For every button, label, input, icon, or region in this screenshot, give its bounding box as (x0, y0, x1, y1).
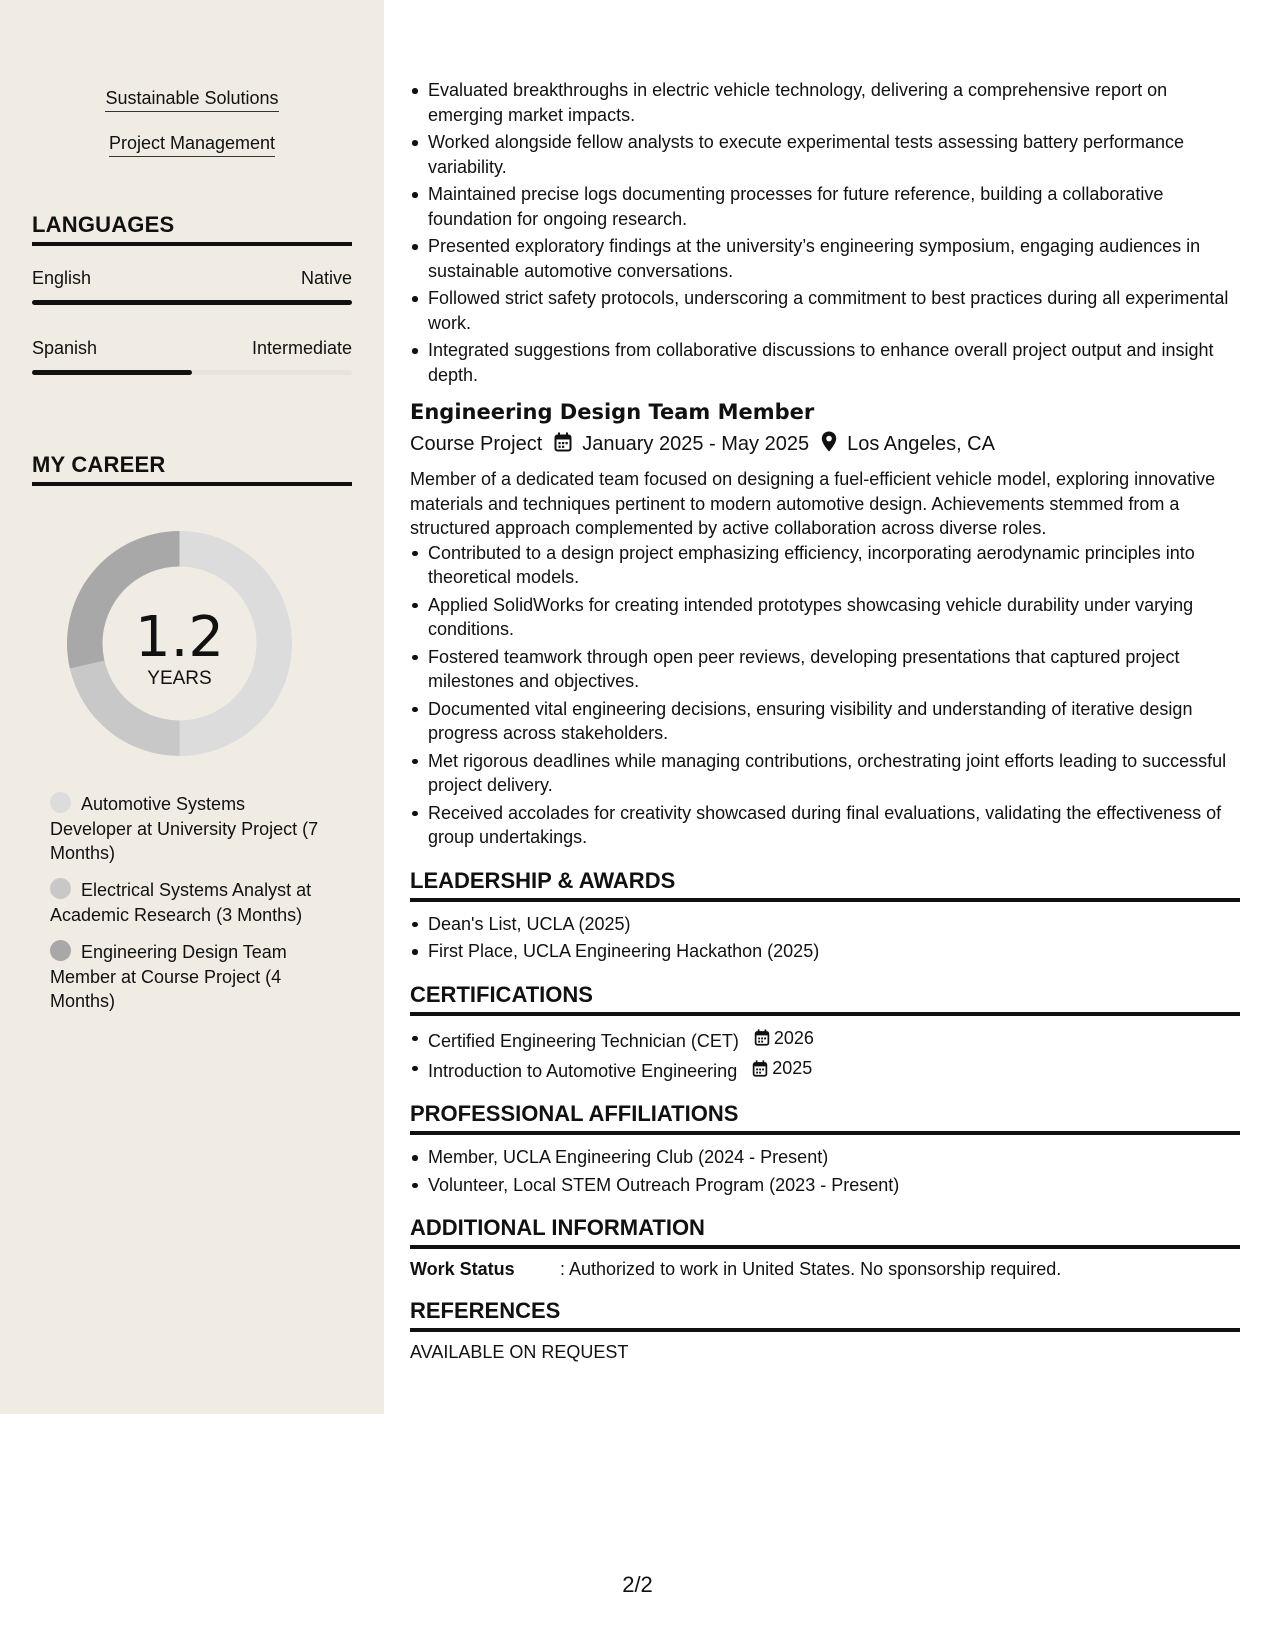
list-item: Received accolades for creativity showcased during final evaluations, validating the effectiveness of group undertakings. (410, 801, 1240, 850)
list-item: Maintained precise logs documenting processes for future reference, building a collaborative foundation for ongoing research. (410, 182, 1240, 231)
career-total-unit: YEARS (147, 668, 212, 689)
certifications-list (410, 1026, 1240, 1084)
sidebar (0, 0, 384, 1414)
main-content (410, 78, 1240, 1363)
job-org: Course Project (410, 433, 543, 455)
calendar-icon (752, 1060, 768, 1077)
calendar-icon (754, 1029, 770, 1046)
language-row (32, 268, 352, 289)
career-item: Engineering Design Team Member at Course Project (4 Months) (50, 942, 287, 1011)
affiliations-list (410, 1145, 1240, 1197)
references-text: AVAILABLE ON REQUEST (410, 1342, 629, 1362)
affiliations-heading: PROFESSIONAL AFFILIATIONS (410, 1101, 1240, 1135)
list-item: Evaluated breakthroughs in electric vehicle technology, delivering a comprehensive report on emerging market impacts. (410, 78, 1240, 127)
list-item: Presented exploratory findings at the university’s engineering symposium, engaging audiences in sustainable automotive conversations. (410, 234, 1240, 283)
list-item: Integrated suggestions from collaborative discussions to enhance overall project output and insight depth. (410, 338, 1240, 387)
career-item: Automotive Systems Developer at University Project (7 Months) (50, 794, 319, 863)
list-item: Fostered teamwork through open peer reviews, developing presentations that captured project milestones and objectives. (410, 645, 1240, 694)
job-description: Member of a dedicated team focused on designing a fuel-efficient vehicle model, exploring innovative materials and techniques pertinent to modern automotive design. Achievements stemmed from a structured approach complemented by active collaboration across diverse roles. (410, 469, 1216, 538)
skill-item: Project Management (0, 133, 384, 154)
language-row (32, 338, 352, 359)
languages-heading: LANGUAGES (32, 212, 352, 246)
list-item: Certified Engineering Technician (CET) 2026 (410, 1026, 1240, 1053)
list-item: Documented vital engineering decisions, ensuring visibility and understanding of iterative design progress across stakeholders. (410, 697, 1240, 746)
language-name: Spanish (32, 338, 98, 358)
career-total-value: 1.2 (134, 605, 225, 670)
job-meta (410, 431, 1240, 458)
list-item: Applied SolidWorks for creating intended prototypes showcasing vehicle durability under varying conditions. (410, 593, 1240, 642)
language-bar (32, 300, 352, 305)
job-dates: January 2025 - May 2025 (582, 433, 810, 455)
list-item: Met rigorous deadlines while managing contributions, orchestrating joint efforts leading to successful project delivery. (410, 749, 1240, 798)
language-name: English (32, 268, 92, 288)
career-item: Electrical Systems Analyst at Academic Research (3 Months) (50, 880, 312, 925)
job-location: Los Angeles, CA (847, 433, 995, 455)
career-donut-chart (67, 531, 292, 756)
cert-date: 2026 (754, 1026, 814, 1051)
work-status-label: Work Status (410, 1259, 515, 1279)
cert-date: 2025 (752, 1056, 812, 1081)
previous-job-bullets (410, 78, 1240, 387)
leadership-heading: LEADERSHIP & AWARDS (410, 868, 1240, 902)
list-item: Worked alongside fellow analysts to execute experimental tests assessing battery performance variability. (410, 130, 1240, 179)
skill-item: Sustainable Solutions (0, 88, 384, 109)
list-item: Introduction to Automotive Engineering 2025 (410, 1056, 1240, 1083)
job-bullets (410, 541, 1240, 850)
list-item: Member, UCLA Engineering Club (2024 - Present) (410, 1145, 1240, 1170)
list-item: Followed strict safety protocols, underscoring a commitment to best practices during all experimental work. (410, 286, 1240, 335)
job-title: Engineering Design Team Member (410, 400, 815, 424)
language-level: Intermediate (251, 338, 352, 358)
career-heading: MY CAREER (32, 452, 352, 486)
additional-info-heading: ADDITIONAL INFORMATION (410, 1215, 1240, 1249)
language-level: Native (300, 268, 352, 288)
list-item: Dean's List, UCLA (2025) (410, 912, 1240, 937)
certifications-heading: CERTIFICATIONS (410, 982, 1240, 1016)
list-item: Volunteer, Local STEM Outreach Program (2023 - Present) (410, 1173, 1240, 1198)
page-number: 2/2 (622, 1572, 653, 1597)
work-status-value: : Authorized to work in United States. No sponsorship required. (560, 1259, 1062, 1279)
list-item: Contributed to a design project emphasizing efficiency, incorporating aerodynamic principles into theoretical models. (410, 541, 1240, 590)
legend-dot (50, 792, 71, 813)
work-status-row (410, 1259, 1240, 1280)
leadership-list (410, 912, 1240, 964)
calendar-icon (554, 432, 572, 458)
references-heading: REFERENCES (410, 1298, 1240, 1332)
legend-dot (50, 940, 71, 961)
legend-dot (50, 878, 71, 899)
language-bar (32, 370, 352, 375)
list-item: First Place, UCLA Engineering Hackathon (2025) (410, 939, 1240, 964)
location-pin-icon (821, 431, 837, 458)
